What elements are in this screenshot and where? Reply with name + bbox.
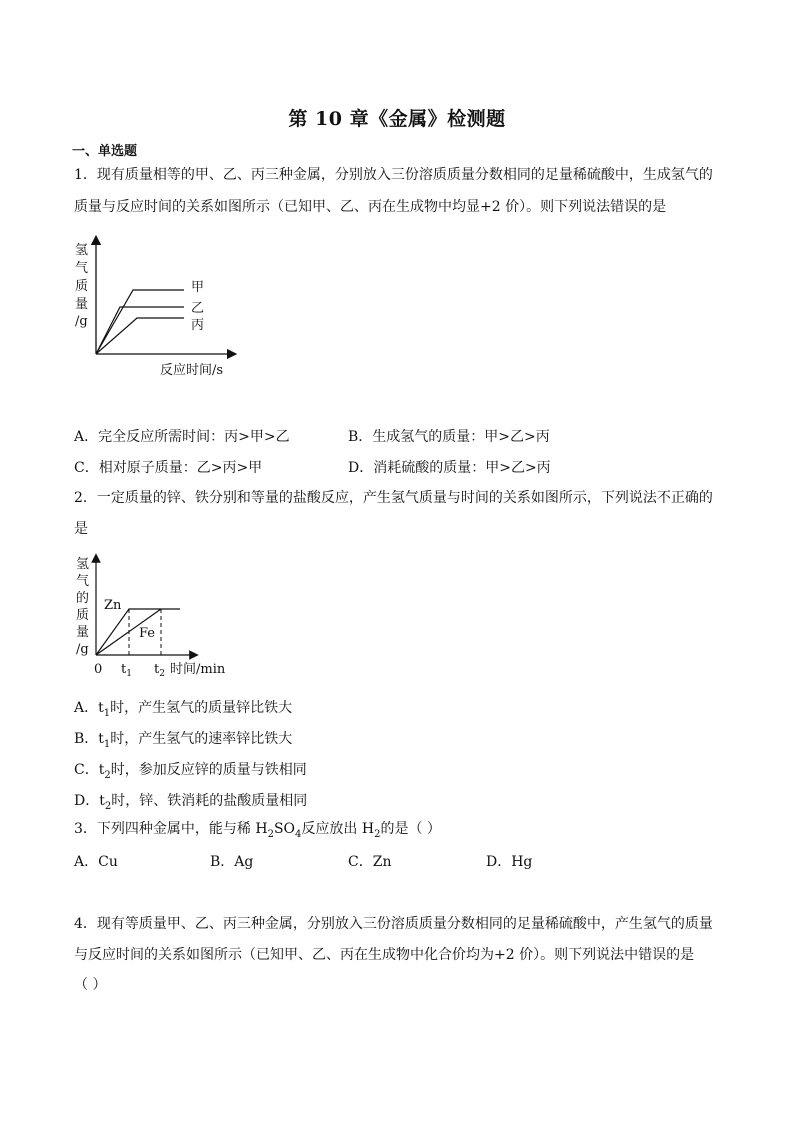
q3-option-c[interactable]: C．Zn — [348, 854, 392, 870]
q1-series-label-bing: 丙 — [191, 318, 205, 333]
q1-option-d[interactable]: D．消耗硫酸的质量：甲>乙>丙 — [348, 460, 551, 476]
q3-option-b[interactable]: B．Ag — [210, 854, 254, 870]
q1-series-label-yi: 乙 — [191, 301, 205, 316]
q1-line-bing — [96, 318, 184, 354]
q2-figure — [64, 552, 244, 680]
q2-fe-label: Fe — [139, 626, 156, 641]
q1-series-label-jia: 甲 — [191, 280, 205, 295]
q4-stem-line1: 4．现有等质量甲、乙、丙三种金属，分别放入三份溶质质量分数相同的足量稀硫酸中，产生氢气的质量 — [74, 916, 713, 932]
q2-origin-label: 0 — [94, 662, 103, 677]
q2-ylabel-0: 氢 — [76, 557, 90, 572]
section-heading: 一、单选题 — [72, 144, 138, 159]
q1-stem-line2: 质量与反应时间的关系如图所示（已知甲、乙、丙在生成物中均显+2 价）。则下列说法错误的是 — [74, 199, 667, 215]
q1-figure — [60, 228, 280, 388]
q2-ylabel-3: 质 — [76, 608, 90, 623]
q1-ylabel-4: /g — [75, 314, 88, 329]
q1-option-b[interactable]: B．生成氢气的质量：甲>乙>丙 — [348, 429, 550, 445]
q2-zn-label: Zn — [104, 598, 122, 613]
q1-xlabel: 反应时间/s — [160, 363, 224, 378]
q1-ylabel-3: 量 — [75, 297, 89, 312]
q2-ylabel-4: 量 — [76, 625, 90, 640]
q1-ylabel-2: 质 — [75, 279, 89, 294]
q3-option-a[interactable]: A．Cu — [74, 854, 118, 870]
q2-line-zn — [96, 609, 180, 655]
q4-stem-line3: （ ） — [74, 977, 107, 993]
q1-option-c[interactable]: C．相对原子质量：乙>丙>甲 — [74, 460, 263, 476]
q1-ylabel-0: 氢 — [75, 243, 89, 258]
q2-option-b[interactable]: B．$t_1$时，产生氢气的速率锌比铁大 — [74, 731, 293, 750]
q2-option-a[interactable]: A．$t_1$时，产生氢气的质量锌比铁大 — [74, 700, 293, 719]
q2-option-d[interactable]: D．$t_2$时，锌、铁消耗的盐酸质量相同 — [74, 793, 308, 812]
q2-ylabel-5: /g — [76, 642, 89, 657]
q2-t1-label: $t_1$ — [121, 662, 132, 679]
q2-option-c[interactable]: C．$t_2$时，参加反应锌的质量与铁相同 — [74, 762, 307, 781]
q2-stem-line1: 2．一定质量的锌、铁分别和等量的盐酸反应，产生氢气质量与时间的关系如图所示，下列说法不正确的 — [74, 490, 713, 506]
q3-option-d[interactable]: D．Hg — [486, 854, 533, 870]
q3-stem: 3．下列四种金属中，能与稀 $H_2SO_4$反应放出 $H_2$的是（ ） — [74, 821, 441, 840]
q1-ylabel-1: 气 — [75, 261, 89, 276]
q2-ylabel-1: 气 — [76, 574, 90, 589]
q1-stem-line1: 1．现有质量相等的甲、乙、丙三种金属，分别放入三份溶质质量分数相同的足量稀硫酸中，生成氢气的 — [74, 167, 713, 183]
q2-t2-label: $t_2$ — [154, 662, 165, 679]
q2-ylabel-2: 的 — [76, 591, 90, 606]
q2-xlabel: 时间/min — [170, 662, 226, 677]
q4-stem-line2: 与反应时间的关系如图所示（已知甲、乙、丙在生成物中化合价均为+2 价）。则下列说法中错误的是 — [74, 947, 695, 963]
q1-option-a[interactable]: A．完全反应所需时间：丙>甲>乙 — [74, 429, 290, 445]
page-title: 第 10 章《金属》检测题 — [288, 108, 506, 130]
q2-stem-line2: 是 — [74, 521, 88, 537]
q1-line-jia — [96, 290, 184, 354]
